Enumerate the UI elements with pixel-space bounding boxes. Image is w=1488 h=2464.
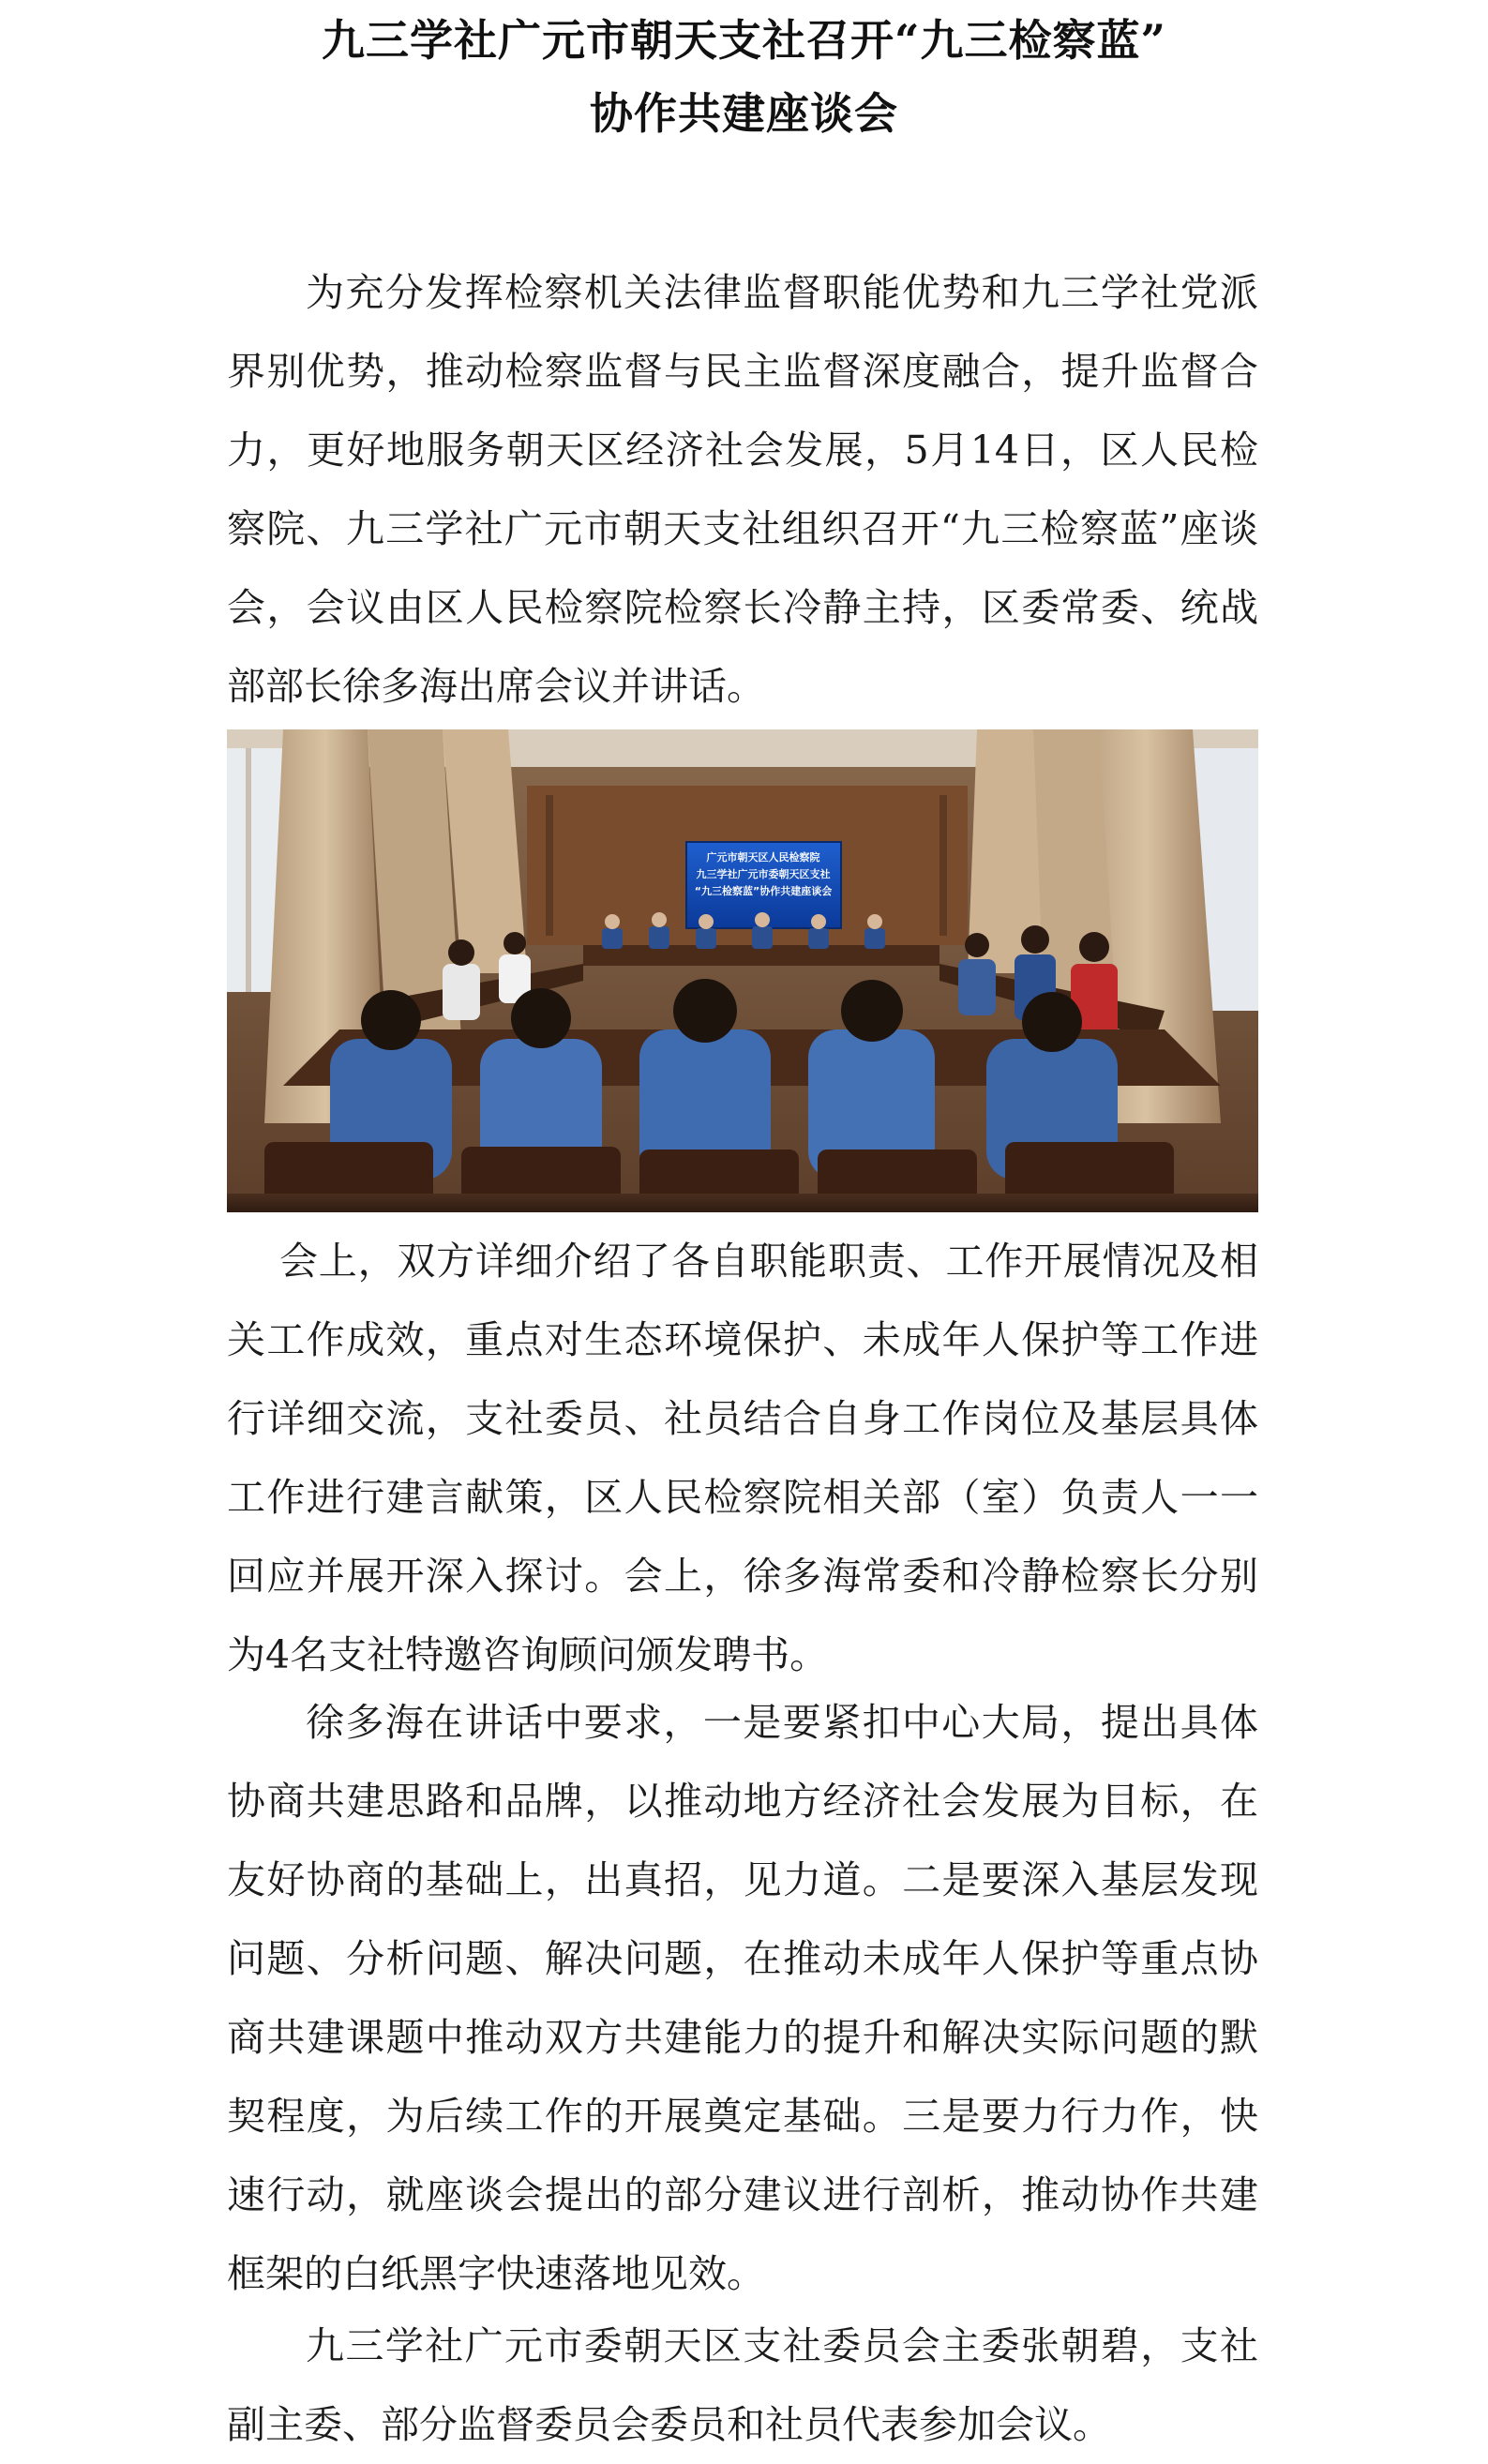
- meeting-photo: [227, 729, 1258, 1212]
- article-title-line-1: 九三学社广元市朝天支社召开“九三检察蓝”: [322, 15, 1166, 66]
- paragraph-speech: 徐多海在讲话中要求，一是要紧扣中心大局，提出具体协商共建思路和品牌，以推动地方经济社会发展为目标，在友好协商的基础上，出真招，见力道。二是要深入基层发现问题、分析问题、解决问题，在推动未成年人保护等重点协商共建课题中推动双方共建能力的提升和解决实际问题的默契程度，为后续工作的开展奠定基础。三是要力行力作，快速行动，就座谈会提出的部分建议进行剖析，推动协作共建框架的白纸黑字快速落地见效。: [227, 1700, 1258, 2296]
- paragraph-attendees: 九三学社广元市委朝天区支社委员会主委张朝碧，支社副主委、部分监督委员会委员和社员代表参加会议。: [227, 2323, 1258, 2447]
- banner-line-3: “九三检察蓝”协作共建座谈会: [694, 885, 833, 897]
- paragraph-intro: 为充分发挥检察机关法律监督职能优势和九三学社党派界别优势，推动检察监督与民主监督深度融合，提升监督合力，更好地服务朝天区经济社会发展，5月14日，区人民检察院、九三学社广元市朝天支社组织召开“九三检察蓝”座谈会，会议由区人民检察院检察长冷静主持，区委常委、统战部部长徐多海出席会议并讲话。: [227, 270, 1258, 709]
- banner-line-1: 广元市朝天区人民检察院: [706, 851, 820, 864]
- banner-line-2: 九三学社广元市委朝天区支社: [696, 868, 831, 880]
- article-title-line-2: 协作共建座谈会: [590, 88, 898, 139]
- paragraph-meeting: 会上，双方详细介绍了各自职能职责、工作开展情况及相关工作成效，重点对生态环境保护、未成年人保护等工作进行详细交流，支社委员、社员结合自身工作岗位及基层具体工作进行建言献策，区人民检察院相关部（室）负责人一一回应并展开深入探讨。会上，徐多海常委和冷静检察长分别为4名支社特邀咨询顾问颁发聘书。: [227, 1239, 1258, 1677]
- meeting-photo-illustration: [227, 729, 1258, 1212]
